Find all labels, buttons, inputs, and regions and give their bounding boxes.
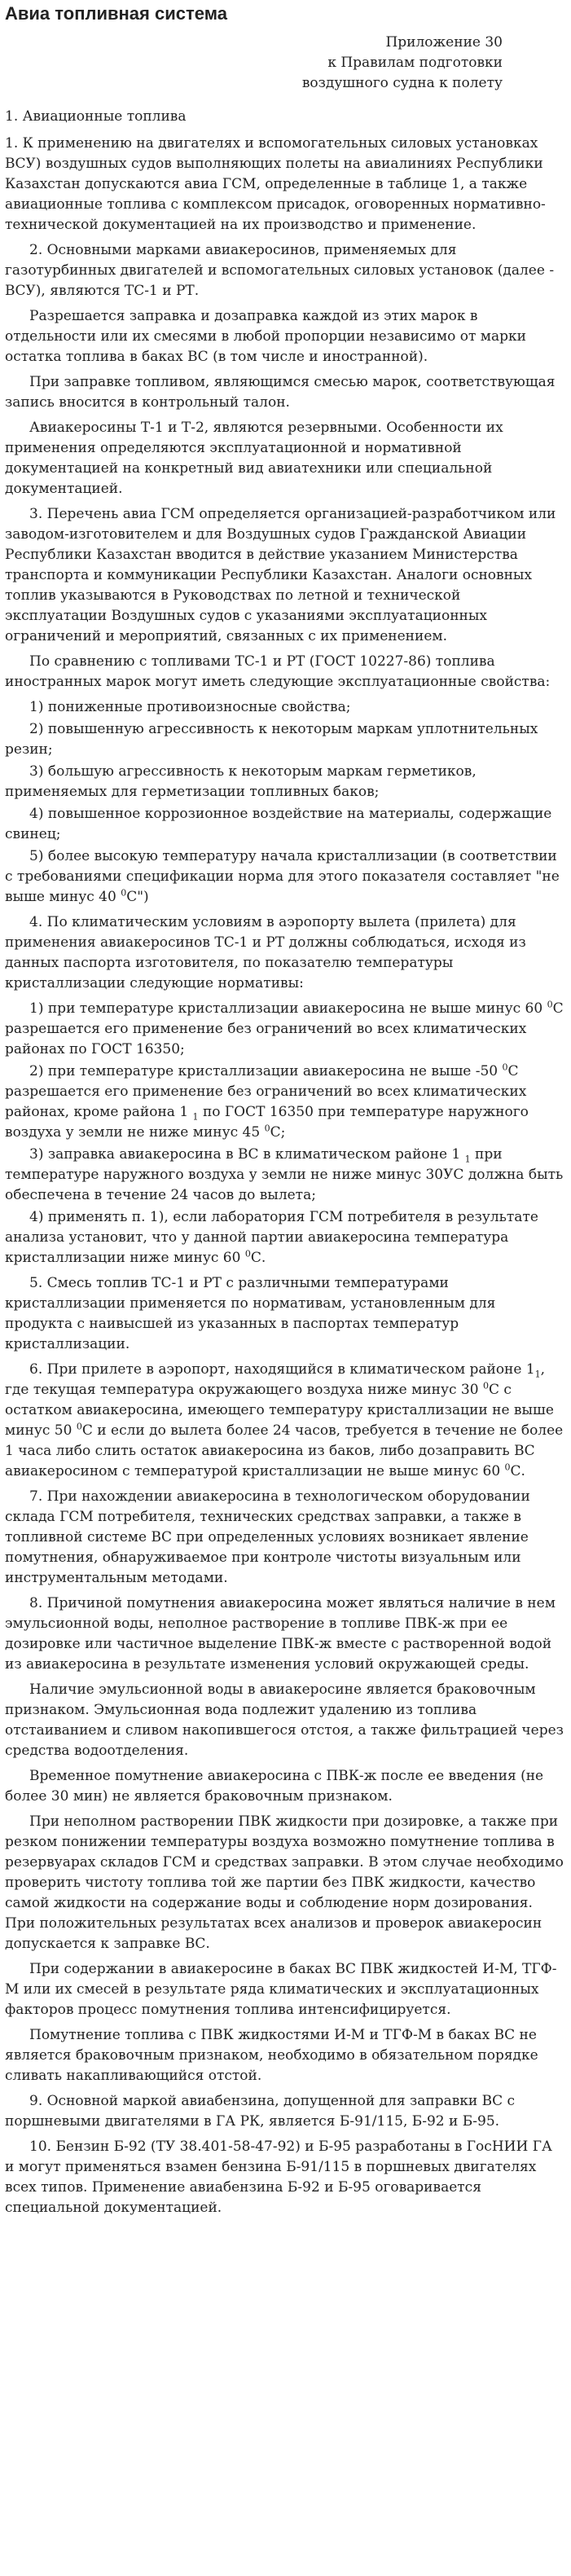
appendix-reference xyxy=(5,33,564,94)
paragraph: 2. Основными марками авиакеросинов, применяемых для газотурбинных двигателей и вспомогательных силовых установок (далее - ВСУ), являются ТС-1 и РТ. xyxy=(5,242,555,299)
text-fragment: С и если до вылета более 24 часов, требуется в течение не более 1 часа либо слить остаток авиакеросина из баков, либо дозаправить ВС авиакеросином с температурой кристаллизации не выше минус 60 xyxy=(5,1422,564,1479)
list-item xyxy=(5,1062,564,1143)
text-fragment: 5) более высокую температуру начала кристаллизации (в соответствии с требованиями спецификации норма для этого показателя составляет "не выше минус 40 xyxy=(5,848,560,905)
paragraph: 10. Бензин Б-92 (ТУ 38.401-58-47-92) и Б-95 разработаны в ГосНИИ ГА и могут применяться взамен бензина Б-91/115 в поршневых двигателях всех типов. Применение авиабензина Б-92 и Б-95 оговаривается специальной документацией. xyxy=(5,2139,552,2216)
page-title: Авиа топливная система xyxy=(5,3,227,24)
paragraph: 8. Причиной помутнения авиакеросина может являться наличие в нем эмульсионной воды, неполное растворение в топливе ПВК-ж при ее дозировке или частичное выделение ПВК-ж вместе с растворенной водой из авиакеросина в результате изменения условий окружающей среды. xyxy=(5,1595,556,1673)
text-fragment: 3) заправка авиакеросина в ВС в климатическом районе 1 xyxy=(29,1146,465,1163)
degree-mark: 0 xyxy=(121,887,127,899)
paragraph: При заправке топливом, являющимся смесью марок, соответствующая запись вносится в контрольный талон. xyxy=(5,374,556,411)
list-item xyxy=(5,999,564,1060)
text-fragment: С разрешается его применение без ограничений во всех климатических районах по ГОСТ 16350; xyxy=(5,1000,564,1057)
text-fragment: 2) при температуре кристаллизации авиакеросина не выше -50 xyxy=(29,1063,503,1079)
text-fragment: 1) при температуре кристаллизации авиакеросина не выше минус 60 xyxy=(29,1000,547,1017)
degree-mark: 0 xyxy=(244,1248,251,1259)
paragraph: Разрешается заправка и дозаправка каждой из этих марок в отдельности или их смесями в любой пропорции независимо от марки остатка топлива в баках ВС (в том числе и иностранной). xyxy=(5,308,526,365)
list-item: 3) большую агрессивность к некоторым маркам герметиков, применяемых для герметизации топливных баков; xyxy=(5,763,477,800)
text-fragment: С") xyxy=(126,889,149,905)
list-item: 4) повышенное коррозионное воздействие на материалы, содержащие свинец; xyxy=(5,806,552,842)
list-item xyxy=(5,846,564,908)
degree-mark: 0 xyxy=(264,1123,270,1134)
paragraph: 1. К применению на двигателях и вспомогательных силовых установках ВСУ) воздушных судов выполняющих полеты на авиалиниях Республики Казахстан допускаются авиа ГСМ, определенные в таблице 1, а также авиационные топлива с комплексом присадок, оговоренных нормативно-технической документацией на их производство и применение. xyxy=(5,135,546,233)
list-item xyxy=(5,1145,564,1206)
appendix-line: воздушного судна к полету xyxy=(301,75,503,91)
paragraph: Наличие эмульсионной воды в авиакеросине является браковочным признаком. Эмульсионная вода подлежит удалению из топлива отстаиванием и сливом накопившегося отстоя, а также фильтрацией через средства водоотделения. xyxy=(5,1681,564,1759)
paragraph xyxy=(5,1360,564,1482)
text-fragment: С с остатком авиакеросина, имеющего температуру кристаллизации не выше минус 50 xyxy=(5,1382,554,1439)
list-item: 1) пониженные противоизносные свойства; xyxy=(29,699,351,715)
text-fragment: по ГОСТ 16350 при температуре наружного воздуха у земли не ниже минус 45 xyxy=(5,1104,529,1141)
paragraph: Авиакеросины Т-1 и Т-2, являются резервными. Особенности их применения определяются эксплуатационной и нормативной документацией на конкретный вид авиатехники или специальной документацией. xyxy=(5,420,503,497)
paragraph: 5. Смесь топлив ТС-1 и РТ с различными температурами кристаллизации применяется по нормативам, установленным для продукта с наивысшей из указанных в паспортах температур кристаллизации. xyxy=(5,1275,496,1352)
subscript-mark: 1 xyxy=(534,1369,541,1380)
paragraph: По сравнению с топливами ТС-1 и РТ (ГОСТ 10227-86) топлива иностранных марок могут иметь следующие эксплуатационные свойства: xyxy=(5,653,551,690)
degree-mark: 0 xyxy=(547,999,553,1010)
subscript-mark: 1 xyxy=(464,1154,471,1165)
appendix-line: Приложение 30 xyxy=(385,34,503,51)
text-fragment: 6. При прилете в аэропорт, находящийся в климатическом районе 1 xyxy=(29,1361,535,1378)
subscript-mark: 1 xyxy=(192,1111,199,1123)
section-heading: 1. Авиационные топлива xyxy=(5,108,187,125)
paragraph: 9. Основной маркой авиабензина, допущенной для заправки ВС с поршневыми двигателями в ГА РК, является Б-91/115, Б-92 и Б-95. xyxy=(5,2093,516,2130)
list-item xyxy=(5,1207,564,1268)
text-fragment: С. xyxy=(250,1250,266,1266)
paragraph: 3. Перечень авиа ГСМ определяется организацией-разработчиком или заводом-изготовителем и для Воздушных судов Гражданской Авиации Республики Казахстан вводится в действие указанием Министерства транспорта и коммуникации Республики Казахстан. Аналоги основных топлив указываются в Руководствах по летной и технической эксплуатации Воздушных судов с указаниями эксплуатационных ограничений и мероприятий, связанных с их применением. xyxy=(5,506,556,644)
paragraph: Помутнение топлива с ПВК жидкостями И-М и ТГФ-М в баках ВС не является браковочным признаком, необходимо в обязательном порядке сливать накапливающийся отстой. xyxy=(5,2027,538,2084)
list-item: 2) повышенную агрессивность к некоторым маркам уплотнительных резин; xyxy=(5,721,538,758)
text-fragment: С. xyxy=(510,1463,525,1479)
text-fragment: 4) применять п. 1), если лаборатория ГСМ потребителя в результате анализа установит, что у данной партии авиакеросина температура кристаллизации ниже минус 60 xyxy=(5,1209,538,1266)
paragraph: При неполном растворении ПВК жидкости при дозировке, а также при резком понижении температуры воздуха возможно помутнение топлива в резервуарах складов ГСМ и средствах заправки. В этом случае необходимо проверить чистоту топлива той же партии без ПВК жидкости, качество самой жидкости на содержание воды и соблюдение норм дозирования. При положительных результатах всех анализов и проверок авиакеросин допускается к заправке ВС. xyxy=(5,1813,564,1952)
degree-mark: 0 xyxy=(502,1062,508,1073)
text-fragment: при температуре наружного воздуха у земли не ниже минус 30УС должна быть обеспечена в течение 24 часов до вылета; xyxy=(5,1146,564,1203)
degree-mark: 0 xyxy=(504,1462,511,1473)
appendix-line: к Правилам подготовки xyxy=(327,55,503,71)
paragraph: При содержании в авиакеросине в баках ВС ПВК жидкостей И-М, ТГФ-М или их смесей в результате ряда климатических и эксплуатационных факторов процесс помутнения топлива интенсифицируется. xyxy=(5,1961,557,2018)
text-fragment: С; xyxy=(270,1124,286,1141)
paragraph: Временное помутнение авиакеросина с ПВК-ж после ее введения (не более 30 мин) не является браковочным признаком. xyxy=(5,1768,544,1805)
degree-mark: 0 xyxy=(482,1380,489,1391)
degree-mark: 0 xyxy=(76,1421,82,1432)
text-fragment: С разрешается его применение без ограничений во всех климатических районах, кроме района 1 xyxy=(5,1063,527,1120)
text-fragment: , где текущая температура окружающего воздуха ниже минус 30 xyxy=(5,1361,546,1398)
paragraph: 4. По климатическим условиям в аэропорту вылета (прилета) для применения авиакеросинов ТС-1 и РТ должны соблюдаться, исходя из данных паспорта изготовителя, по показателю температуры кристаллизации следующие нормативы: xyxy=(5,914,526,991)
paragraph: 7. При нахождении авиакеросина в технологическом оборудовании склада ГСМ потребителя, технических средствах заправки, а также в топливной системе ВС при определенных условиях возникает явление помутнения, обнаруживаемое при контроле чистоты визуальным или инструментальным методами. xyxy=(5,1488,530,1586)
